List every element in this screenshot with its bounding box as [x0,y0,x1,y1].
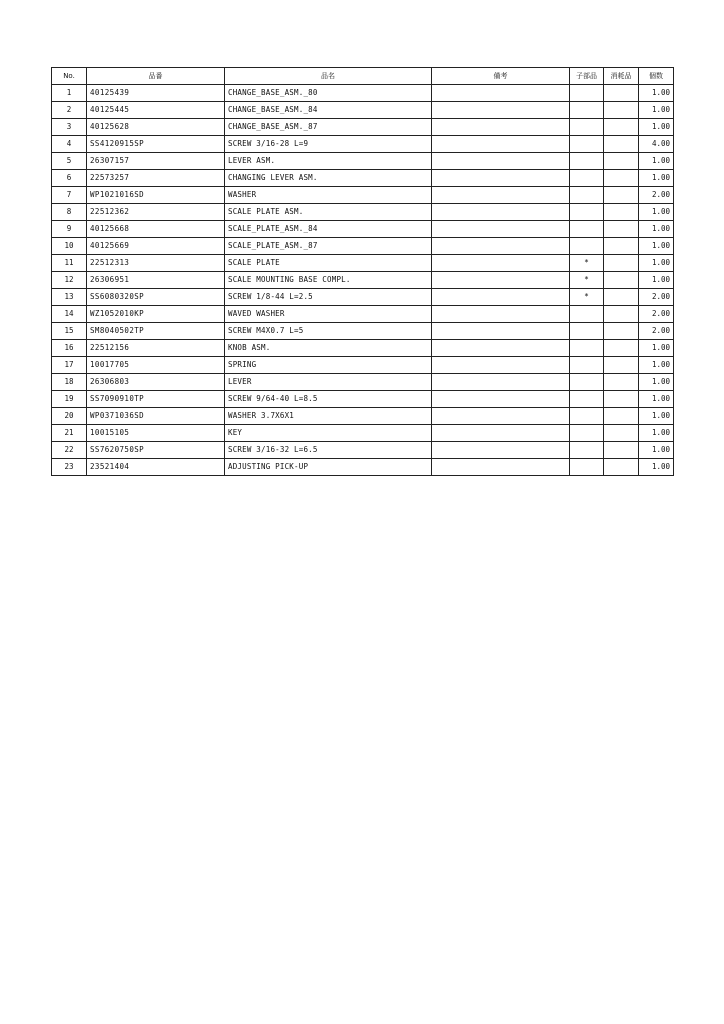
cell-quantity: 1.00 [639,170,674,187]
cell-quantity: 1.00 [639,221,674,238]
cell-remarks [432,136,570,153]
parts-table-header [52,68,674,85]
cell-part-number: 40125445 [87,102,225,119]
cell-remarks [432,204,570,221]
cell-part-name: SCREW 3/16-32 L=6.5 [225,442,432,459]
cell-sub-part-mark [570,187,604,204]
cell-quantity: 2.00 [639,306,674,323]
cell-part-name: SPRING [225,357,432,374]
cell-sub-part-mark [570,459,604,476]
header-part-name: 品名 [225,68,432,85]
cell-part-name: KEY [225,425,432,442]
cell-no: 22 [52,442,87,459]
cell-remarks [432,408,570,425]
cell-sub-part-mark [570,119,604,136]
cell-part-number: 40125669 [87,238,225,255]
table-row [52,221,674,238]
table-row [52,442,674,459]
cell-remarks [432,340,570,357]
header-quantity: 個数 [639,68,674,85]
cell-sub-part-mark [570,204,604,221]
cell-sub-part-mark [570,170,604,187]
cell-quantity: 1.00 [639,391,674,408]
cell-part-number: 23521404 [87,459,225,476]
cell-remarks [432,85,570,102]
cell-part-number: SS7090910TP [87,391,225,408]
cell-quantity: 1.00 [639,442,674,459]
cell-remarks [432,119,570,136]
cell-consumable-mark [604,289,639,306]
cell-part-name: SCALE_PLATE_ASM._87 [225,238,432,255]
cell-no: 17 [52,357,87,374]
cell-part-number: WZ1052010KP [87,306,225,323]
cell-remarks [432,357,570,374]
cell-quantity: 1.00 [639,85,674,102]
cell-consumable-mark [604,459,639,476]
cell-quantity: 1.00 [639,374,674,391]
cell-no: 15 [52,323,87,340]
cell-part-name: SCREW M4X0.7 L=5 [225,323,432,340]
cell-no: 11 [52,255,87,272]
table-row [52,204,674,221]
cell-remarks [432,153,570,170]
parts-list-sheet [51,67,673,476]
cell-sub-part-mark [570,374,604,391]
cell-sub-part-mark [570,221,604,238]
cell-quantity: 1.00 [639,408,674,425]
cell-sub-part-mark [570,425,604,442]
cell-remarks [432,221,570,238]
cell-consumable-mark [604,204,639,221]
cell-sub-part-mark [570,238,604,255]
cell-part-name: LEVER [225,374,432,391]
header-part-number: 品番 [87,68,225,85]
cell-consumable-mark [604,238,639,255]
table-row [52,136,674,153]
cell-remarks [432,102,570,119]
cell-part-number: 26306951 [87,272,225,289]
cell-part-number: 22512156 [87,340,225,357]
cell-no: 13 [52,289,87,306]
cell-quantity: 1.00 [639,119,674,136]
cell-consumable-mark [604,102,639,119]
cell-sub-part-mark [570,102,604,119]
cell-sub-part-mark [570,408,604,425]
cell-sub-part-mark [570,306,604,323]
cell-remarks [432,391,570,408]
cell-no: 12 [52,272,87,289]
header-row [52,68,674,85]
cell-no: 14 [52,306,87,323]
cell-part-number: 22512362 [87,204,225,221]
cell-consumable-mark [604,170,639,187]
cell-no: 9 [52,221,87,238]
cell-remarks [432,272,570,289]
cell-part-name: SCALE PLATE ASM. [225,204,432,221]
cell-part-name: KNOB ASM. [225,340,432,357]
cell-remarks [432,289,570,306]
header-sub-part: 子部品 [570,68,604,85]
cell-sub-part-mark [570,357,604,374]
table-row [52,340,674,357]
cell-consumable-mark [604,425,639,442]
cell-sub-part-mark [570,391,604,408]
cell-part-number: SS6080320SP [87,289,225,306]
cell-remarks [432,425,570,442]
cell-consumable-mark [604,221,639,238]
cell-part-name: SCALE MOUNTING BASE COMPL. [225,272,432,289]
cell-no: 1 [52,85,87,102]
cell-part-number: SS7620750SP [87,442,225,459]
cell-no: 5 [52,153,87,170]
cell-part-number: 40125628 [87,119,225,136]
cell-consumable-mark [604,340,639,357]
cell-consumable-mark [604,391,639,408]
table-row [52,102,674,119]
cell-no: 20 [52,408,87,425]
cell-part-name: LEVER ASM. [225,153,432,170]
cell-quantity: 1.00 [639,340,674,357]
table-row [52,119,674,136]
parts-table [51,67,674,476]
cell-part-number: 22573257 [87,170,225,187]
table-row [52,459,674,476]
cell-no: 4 [52,136,87,153]
cell-part-name: WAVED WASHER [225,306,432,323]
cell-consumable-mark [604,374,639,391]
cell-no: 18 [52,374,87,391]
cell-part-number: WP0371036SD [87,408,225,425]
cell-sub-part-mark: * [570,272,604,289]
cell-quantity: 1.00 [639,255,674,272]
cell-remarks [432,459,570,476]
cell-consumable-mark [604,119,639,136]
cell-consumable-mark [604,136,639,153]
table-row [52,306,674,323]
cell-consumable-mark [604,187,639,204]
cell-part-name: SCREW 1/8-44 L=2.5 [225,289,432,306]
cell-consumable-mark [604,306,639,323]
parts-table-body [52,85,674,476]
cell-part-name: SCALE PLATE [225,255,432,272]
cell-quantity: 1.00 [639,153,674,170]
header-consumable: 消耗品 [604,68,639,85]
cell-part-name: CHANGE_BASE_ASM._80 [225,85,432,102]
header-remarks: 備考 [432,68,570,85]
cell-quantity: 1.00 [639,102,674,119]
cell-remarks [432,255,570,272]
cell-consumable-mark [604,357,639,374]
cell-quantity: 1.00 [639,425,674,442]
cell-no: 2 [52,102,87,119]
cell-part-name: CHANGE_BASE_ASM._87 [225,119,432,136]
cell-consumable-mark [604,85,639,102]
cell-part-name: ADJUSTING PICK-UP [225,459,432,476]
cell-remarks [432,323,570,340]
cell-consumable-mark [604,272,639,289]
cell-quantity: 1.00 [639,459,674,476]
table-row [52,289,674,306]
table-row [52,255,674,272]
cell-consumable-mark [604,442,639,459]
cell-quantity: 1.00 [639,272,674,289]
cell-part-name: CHANGE_BASE_ASM._84 [225,102,432,119]
cell-quantity: 4.00 [639,136,674,153]
cell-part-name: SCREW 9/64-40 L=8.5 [225,391,432,408]
cell-part-name: WASHER 3.7X6X1 [225,408,432,425]
cell-consumable-mark [604,153,639,170]
cell-part-number: 40125668 [87,221,225,238]
cell-no: 6 [52,170,87,187]
cell-consumable-mark [604,323,639,340]
table-row [52,323,674,340]
cell-consumable-mark [604,255,639,272]
table-row [52,170,674,187]
cell-part-number: 40125439 [87,85,225,102]
cell-no: 8 [52,204,87,221]
cell-quantity: 1.00 [639,357,674,374]
table-row [52,187,674,204]
cell-quantity: 2.00 [639,323,674,340]
cell-no: 7 [52,187,87,204]
cell-remarks [432,238,570,255]
cell-quantity: 1.00 [639,238,674,255]
cell-no: 21 [52,425,87,442]
cell-consumable-mark [604,408,639,425]
cell-no: 23 [52,459,87,476]
cell-no: 16 [52,340,87,357]
table-row [52,85,674,102]
cell-sub-part-mark: * [570,255,604,272]
cell-sub-part-mark: * [570,289,604,306]
cell-part-number: SS4120915SP [87,136,225,153]
header-no: No. [52,68,87,85]
cell-remarks [432,374,570,391]
cell-sub-part-mark [570,340,604,357]
table-row [52,374,674,391]
cell-sub-part-mark [570,85,604,102]
cell-part-name: CHANGING LEVER ASM. [225,170,432,187]
cell-part-number: 10017705 [87,357,225,374]
cell-remarks [432,442,570,459]
cell-sub-part-mark [570,136,604,153]
cell-no: 10 [52,238,87,255]
cell-sub-part-mark [570,153,604,170]
cell-part-number: 26307157 [87,153,225,170]
cell-part-number: 10015105 [87,425,225,442]
cell-part-name: SCALE_PLATE_ASM._84 [225,221,432,238]
cell-sub-part-mark [570,442,604,459]
cell-quantity: 2.00 [639,289,674,306]
cell-part-number: 22512313 [87,255,225,272]
cell-remarks [432,306,570,323]
cell-part-name: WASHER [225,187,432,204]
table-row [52,425,674,442]
cell-no: 3 [52,119,87,136]
cell-remarks [432,187,570,204]
cell-part-number: SM8040502TP [87,323,225,340]
table-row [52,153,674,170]
cell-quantity: 2.00 [639,187,674,204]
table-row [52,408,674,425]
cell-part-name: SCREW 3/16-28 L=9 [225,136,432,153]
table-row [52,391,674,408]
cell-part-number: WP1021016SD [87,187,225,204]
cell-part-number: 26306803 [87,374,225,391]
cell-no: 19 [52,391,87,408]
cell-sub-part-mark [570,323,604,340]
table-row [52,272,674,289]
cell-quantity: 1.00 [639,204,674,221]
table-row [52,238,674,255]
cell-remarks [432,170,570,187]
table-row [52,357,674,374]
